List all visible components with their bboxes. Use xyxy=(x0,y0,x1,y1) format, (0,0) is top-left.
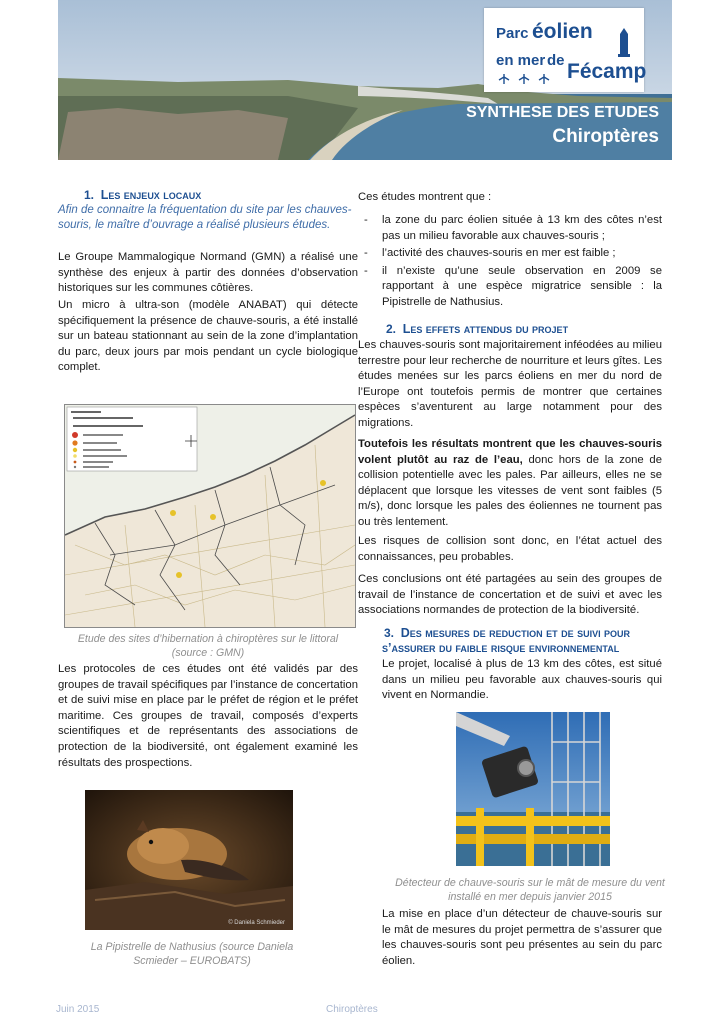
findings-list xyxy=(360,213,662,311)
document-subtitle: Chiroptères xyxy=(552,126,659,147)
section-1-paragraph-3: Les protocoles de ces études ont été validés par des groupes de travail spécifiques par l’instance de concertation et de suivi mise en place par le préfet de région et le préfet maritime. Ces groupes de travail, composés d’experts scientifiques et de représentants des associations de protection de la biodiversité, ont également examiné les résultats des prospections. xyxy=(58,663,358,769)
section-2-paragraph-3: Les risques de collision sont donc, en l’état actuel des connaissances, peu probables. xyxy=(358,535,662,563)
map-caption-line-2: (source : GMN) xyxy=(171,647,245,659)
section-1-paragraph-2: Un micro à ultra-son (modèle ANABAT) qui détecte spécifiquement la présence de chauve-souris, a été installé sur un bateau stationnant au sein de la zone d’implantation du parc, deux jours par mois pendant un cycle biologique complet. xyxy=(58,299,358,374)
section-3-number: 3. xyxy=(384,626,395,640)
pipistrelle-bat-photo xyxy=(85,790,293,930)
section-1-intro: Afin de connaitre la fréquentation du site par les chauves-souris, le maître d’ouvrage a réalisé plusieurs études. xyxy=(58,204,352,231)
section-2-title: Les effets attendus du projet xyxy=(402,322,569,336)
logo-text-en-mer: en mer xyxy=(496,52,546,69)
findings-list-item: - la zone du parc éolien située à 13 km des côtes n’est pas un milieu favorable aux chauves-souris ; xyxy=(360,213,662,244)
section-3-title-line-1: Des mesures de reduction et de suivi pour xyxy=(400,626,631,640)
section-1-heading xyxy=(84,188,201,202)
section-1-paragraph-1: Le Groupe Mammalogique Normand (GMN) a réalisé une synthèse des enjeux à partir des données d’observation historiques sur les communes côtières. xyxy=(58,251,358,295)
findings-list-item: - l’activité des chauves-souris en mer est faible ; xyxy=(360,246,662,262)
map-image xyxy=(65,405,355,627)
section-3-heading-line-2 xyxy=(382,641,619,655)
section-2-paragraph-2 xyxy=(358,437,662,531)
footer-date: Juin 2015 xyxy=(56,1004,100,1015)
wind-turbine-icons xyxy=(496,72,566,86)
footer-topic: Chiroptères xyxy=(326,1004,378,1015)
detector-image xyxy=(456,712,610,866)
section-2-paragraph-2-text: donc hors de la zone de collision potentielle avec les pales. Par ailleurs, elles ne se déplacent que lorsque les vitesses de vent sont faibles (5 m/s), donc lorsque les pales des éoliennes ne tournent pas ou très lentement. xyxy=(358,453,662,528)
section-3-paragraph-1: Le projet, localisé à plus de 13 km des côtes, est situé dans un milieu peu favorable aux chauves-souris qui vivent en Normandie. xyxy=(382,658,662,702)
closing-paragraph: La mise en place d’un détecteur de chauve-souris sur le mât de mesures du projet permettra de s’assurer que les chauves-souris sont peu présentes au sein du parc éolien. xyxy=(382,908,662,967)
section-1-title: Les enjeux locaux xyxy=(100,188,202,202)
map-caption xyxy=(58,632,358,660)
detector-caption: Détecteur de chauve-souris sur le mât de mesure du vent installé en mer depuis janvier 2015 xyxy=(395,877,665,903)
findings-intro: Ces études montrent que : xyxy=(358,191,492,203)
map-caption-line-1: Etude des sites d’hibernation à chiroptères sur le littoral xyxy=(77,633,339,645)
section-1-number: 1. xyxy=(84,188,95,202)
hibernation-sites-map xyxy=(64,404,356,628)
bat-detector-photo xyxy=(456,712,610,866)
section-2-heading xyxy=(386,322,568,336)
logo-text-parc: Parc xyxy=(496,25,529,42)
logo-text-de: de xyxy=(547,52,565,69)
photo-credit: © Daniela Schmieder xyxy=(228,920,285,926)
logo-text-fecamp: Fécamp xyxy=(567,60,647,83)
section-3-title-line-2: s’assurer du faible risque environnemental xyxy=(382,641,620,655)
logo-text-eolien: éolien xyxy=(532,20,593,43)
bat-caption: La Pipistrelle de Nathusius (source Daniela Scmieder – EUROBATS) xyxy=(90,941,294,967)
section-2-number: 2. xyxy=(386,322,397,336)
findings-list-item: - il n’existe qu’une seule observation en 2009 se rapportant à une espèce migratrice sensible : la Pipistrelle de Nathusius. xyxy=(360,264,662,311)
section-2-paragraph-4: Ces conclusions ont été partagées au sein des groupes de travail de l’instance de concertation et de suivi et avec les associations normandes de protection de la biodiversité. xyxy=(358,573,662,617)
document-title: SYNTHESE DES ETUDES xyxy=(466,104,659,121)
bat-image xyxy=(85,790,293,930)
lighthouse-icon xyxy=(610,26,638,58)
section-3-heading xyxy=(384,626,630,640)
section-2-key-finding: Toutefois les résultats montrent que les chauves-souris volent plutôt au raz de l’eau, xyxy=(358,438,662,466)
parc-eolien-logo xyxy=(484,8,647,92)
section-2-paragraph-1: Les chauves-souris sont majoritairement inféodées au milieu terrestre pour leur recherche de nourriture et leurs gîtes. Les études menées sur les parcs éoliens en mer du nord de l’Europe ont toutefois permis de montrer que certaines espèces s’aventurent au large notamment pour des migrations. xyxy=(358,339,662,429)
